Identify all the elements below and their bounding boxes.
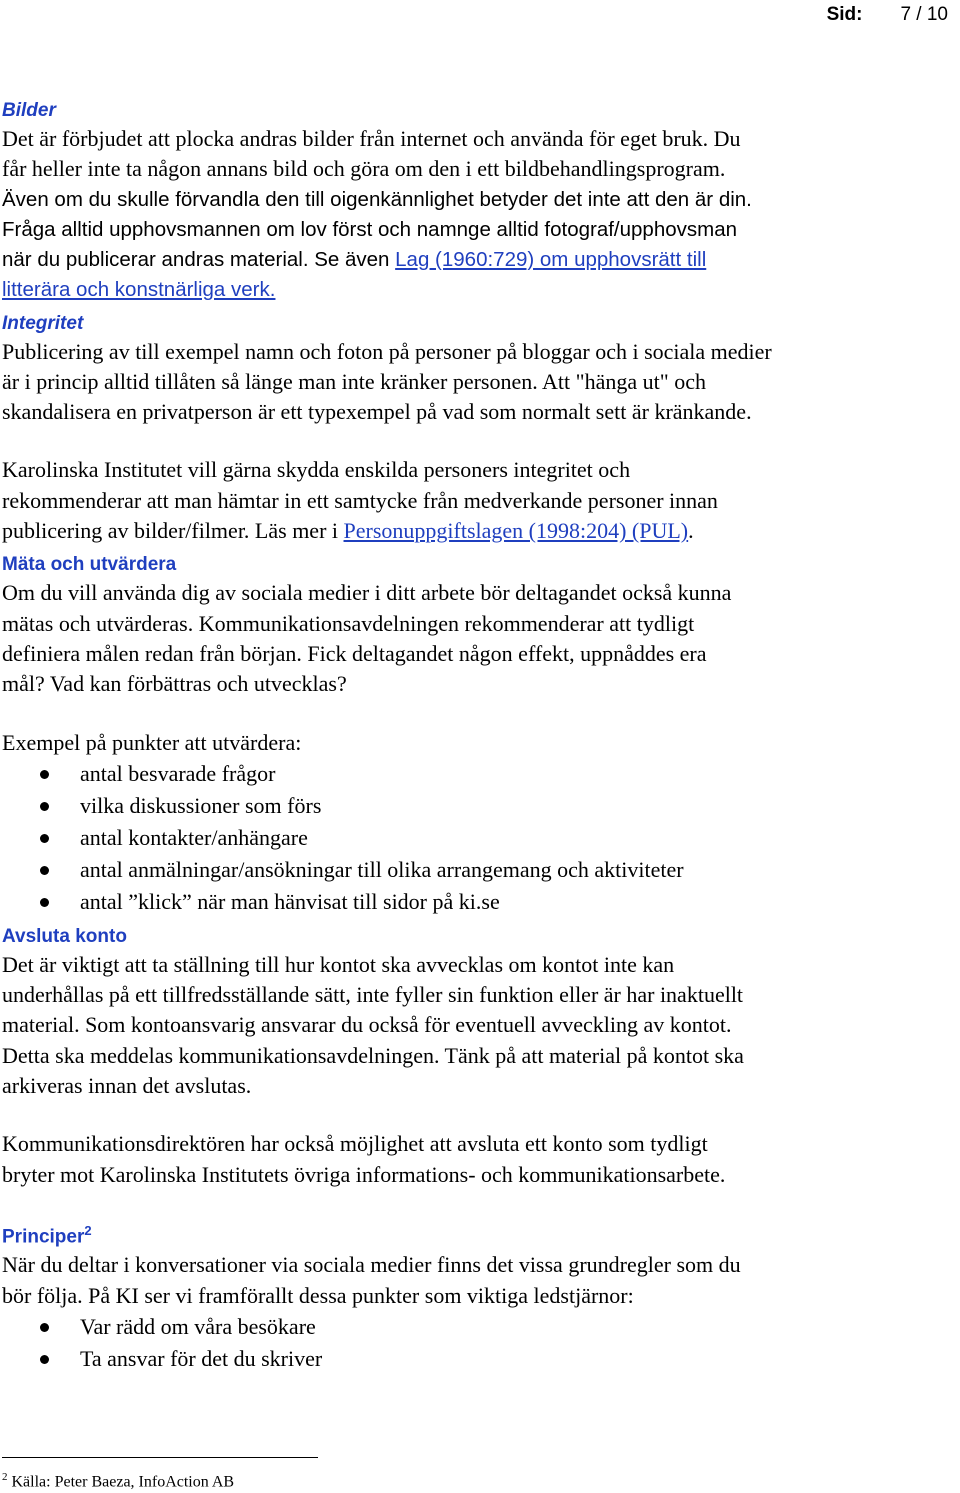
integritet-line <box>2 516 942 546</box>
mata-line: Om du vill använda dig av sociala medier i ditt arbete bör deltagandet också kunna <box>2 580 732 606</box>
bilder-line: Även om du skulle förvandla den till oigenkännlighet betyder det inte att den är din. <box>2 187 752 211</box>
footnote-number: 2 <box>2 1471 8 1483</box>
footnote-divider <box>2 1457 318 1458</box>
page-label: Sid: <box>826 4 863 25</box>
section-title-avsluta: Avsluta konto <box>2 925 127 947</box>
bilder-line: Det är förbjudet att plocka andras bilder från internet och använda för eget bruk. Du <box>2 126 741 151</box>
integritet-text: publicering av bilder/filmer. Läs mer i <box>2 518 344 544</box>
upphovsratt-link[interactable]: Lag (1960:729) om upphovsrätt till <box>395 247 707 271</box>
integritet-text-end: . <box>688 518 694 544</box>
bullet-icon <box>40 834 49 843</box>
avsluta-line: bryter mot Karolinska Institutets övriga informations- och kommunikationsarbete. <box>2 1161 726 1187</box>
section-principer <box>2 1218 942 1375</box>
integritet-line: Publicering av till exempel namn och foton på personer på bloggar och i sociala medier <box>2 338 772 364</box>
list-intro: Exempel på punkter att utvärdera: <box>2 729 302 755</box>
bullet-icon <box>40 770 49 779</box>
list-item: antal kontakter/anhängare <box>2 822 942 854</box>
bilder-text: när du publicerar andras material. Se även <box>2 247 396 271</box>
section-title-principer: Principer$^2$ <box>2 1222 92 1248</box>
list-item: antal besvarade frågor <box>2 758 942 790</box>
integritet-line: är i princip alltid tillåten så länge man inte kränker personen. Att "hänga ut" och <box>2 368 707 394</box>
footnote-text: Källa: Peter Baeza, InfoAction AB <box>7 1473 235 1491</box>
principer-line: bör följa. På KI ser vi framförallt dessa punkter som viktiga ledstjärnor: <box>2 1282 634 1308</box>
footnote <box>2 1466 234 1493</box>
section-title-integritet: Integritet <box>2 312 84 334</box>
section-bilder <box>2 98 942 305</box>
mata-line: mål? Vad kan förbättras och utvecklas? <box>2 671 347 697</box>
section-avsluta <box>2 924 942 1190</box>
section-integritet <box>2 311 942 547</box>
document-body <box>2 98 942 1375</box>
avsluta-line: Detta ska meddelas kommunikationsavdelningen. Tänk på att material på kontot ska <box>2 1042 744 1068</box>
evaluation-list <box>2 758 942 918</box>
avsluta-line: material. Som kontoansvarig ansvarar du också för eventuell avveckling av kontot. <box>2 1012 732 1038</box>
bullet-icon <box>40 802 49 811</box>
list-item: Var rädd om våra besökare <box>2 1311 942 1343</box>
avsluta-line: Det är viktigt att ta ställning till hur kontot ska avvecklas om kontot inte kan <box>2 951 675 977</box>
upphovsratt-link-cont[interactable]: litterära och konstnärliga verk. <box>2 277 276 301</box>
page-number: 7 / 10 <box>900 4 948 25</box>
avsluta-line: Kommunikationsdirektören har också möjlighet att avsluta ett konto som tydligt <box>2 1131 708 1157</box>
page-header <box>827 0 948 30</box>
bullet-icon <box>40 898 49 907</box>
list-item: antal anmälningar/ansökningar till olika arrangemang och aktiviteter <box>2 854 942 886</box>
integritet-line: rekommenderar att man hämtar in ett samtycke från medverkande personer innan <box>2 487 718 513</box>
principles-list <box>2 1311 942 1375</box>
integritet-line: skandalisera en privatperson är ett typexempel på vad som normalt sett är kränkande. <box>2 399 752 425</box>
list-item: antal ”klick” när man hänvisat till sidor på ki.se <box>2 886 942 918</box>
integritet-line: Karolinska Institutet vill gärna skydda enskilda personers integritet och <box>2 457 631 483</box>
mata-line: definiera målen redan från början. Fick deltagandet någon effekt, uppnåddes era <box>2 640 707 666</box>
bullet-icon <box>40 1323 49 1332</box>
mata-line: mätas och utvärderas. Kommunikationsavdelningen rekommenderar att tydligt <box>2 610 695 636</box>
section-title-bilder: Bilder <box>2 100 56 121</box>
avsluta-line: underhållas på ett tillfredsställande sätt, inte fyller sin funktion eller är har inaktuellt <box>2 982 744 1008</box>
bilder-line: får heller inte ta någon annans bild och göra om den i ett bildbehandlingsprogram. <box>2 156 726 182</box>
bilder-line <box>2 275 942 305</box>
section-mata <box>2 552 942 917</box>
list-item: vilka diskussioner som förs <box>2 790 942 822</box>
bilder-line <box>2 245 942 275</box>
pul-link[interactable]: Personuppgiftslagen (1998:204) (PUL) <box>343 518 689 544</box>
bilder-line: Fråga alltid upphovsmannen om lov först och namnge alltid fotograf/upphovsman <box>2 217 738 241</box>
principer-line: När du deltar i konversationer via sociala medier finns det vissa grundregler som du <box>2 1252 741 1278</box>
bullet-icon <box>40 866 49 875</box>
bullet-icon <box>40 1355 49 1364</box>
footnote-ref: 2 <box>84 1222 92 1238</box>
list-item: Ta ansvar för det du skriver <box>2 1343 942 1375</box>
avsluta-line: arkiveras innan det avslutas. <box>2 1073 252 1099</box>
section-title-mata: Mäta och utvärdera <box>2 554 177 576</box>
